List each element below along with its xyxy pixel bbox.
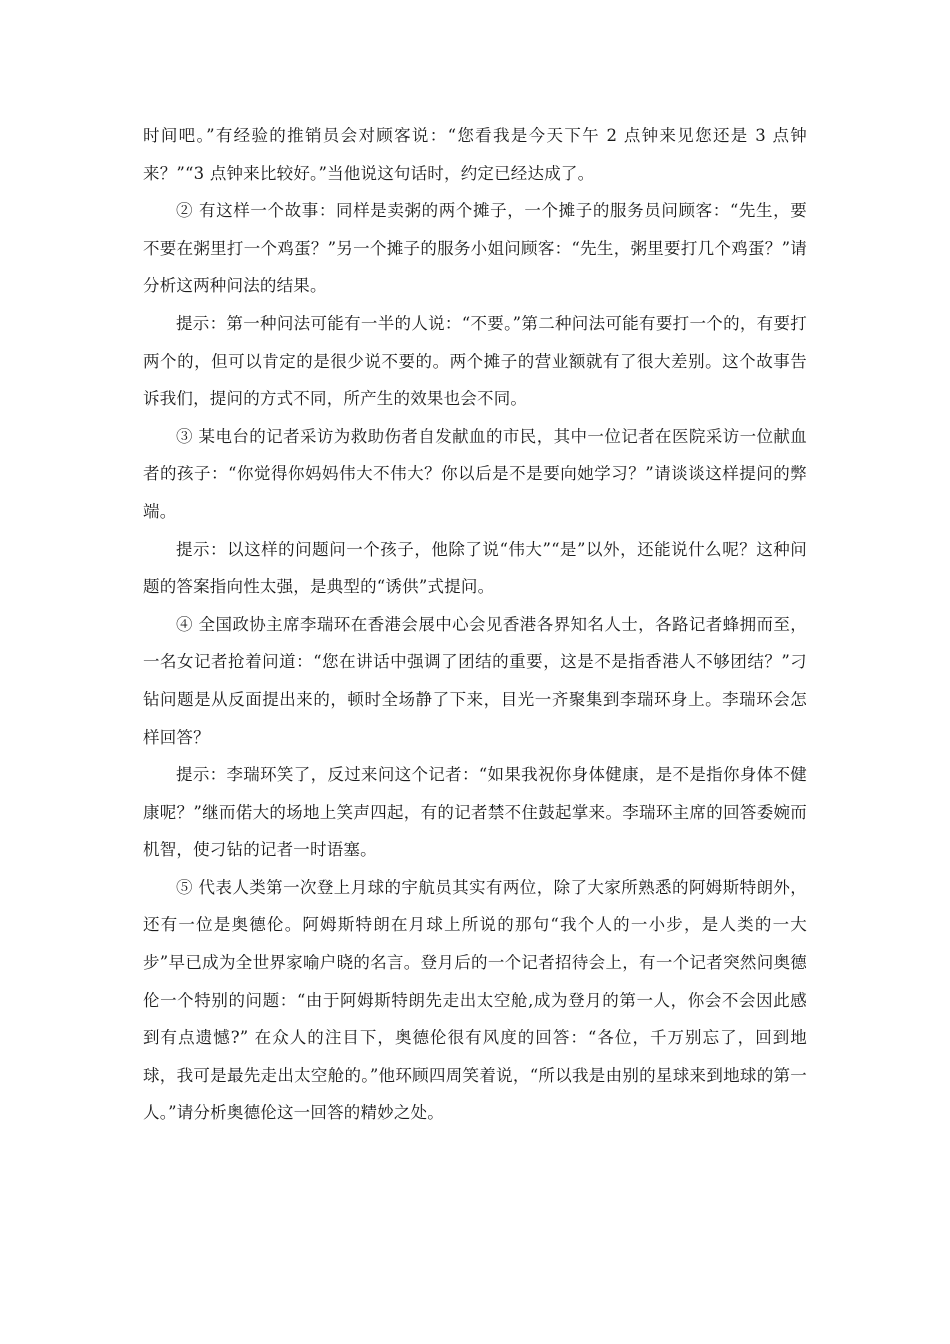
paragraph-question-4: ④ 全国政协主席李瑞环在香港会展中心会见香港各界知名人士，各路记者蜂拥而至，一名女记者抢着问道：“您在讲话中强调了团结的重要，这是不是指香港人不够团结？”刁钻问题是从反面提出来的，顿时全场静了下来，目光一齐聚集到李瑞环身上。李瑞环会怎样回答？: [143, 614, 807, 747]
paragraph-question-2: ② 有这样一个故事：同样是卖粥的两个摊子，一个摊子的服务员问顾客：“先生，要不要在粥里打一个鸡蛋？”另一个摊子的服务小姐问顾客：“先生，粥里要打几个鸡蛋？”请分析这两种问法的结果。: [143, 201, 807, 296]
paragraph-question-5: ⑤ 代表人类第一次登上月球的宇航员其实有两位，除了大家所熟悉的阿姆斯特朗外，还有一位是奥德伦。阿姆斯特朗在月球上所说的那句“我个人的一小步，是人类的一大步”早已成为全世界家喻户晓的名言。登月后的一个记者招待会上，有一个记者突然问奥德伦一个特别的问题：“由于阿姆斯特朗先走出太空舱,成为登月的第一人，你会不会因此感到有点遗憾?” 在众人的注目下，奥德伦很有风度的回答：“各位，千万别忘了，回到地球，我可是最先走出太空舱的。”他环顾四周笑着说，“所以我是由别的星球来到地球的第一人。”请分析奥德伦这一回答的精妙之处。: [143, 877, 807, 1123]
paragraph-hint-3: 提示：以这样的问题问一个孩子，他除了说“伟大”“是”以外，还能说什么呢？这种问题的答案指向性太强，是典型的“诱供”式提问。: [143, 539, 807, 597]
document-body: [143, 117, 807, 1132]
paragraph-hint-2: 提示：第一种问法可能有一半的人说：“不要。”第二种问法可能有要打一个的，有要打两个的，但可以肯定的是很少说不要的。两个摊子的营业额就有了很大差别。这个故事告诉我们，提问的方式不同，所产生的效果也会不同。: [143, 313, 807, 409]
paragraph-question-3: ③ 某电台的记者采访为救助伤者自发献血的市民，其中一位记者在医院采访一位献血者的孩子：“你觉得你妈妈伟大不伟大？你以后是不是要向她学习？”请谈谈这样提问的弊端。: [143, 426, 807, 521]
paragraph-hint-4: 提示：李瑞环笑了，反过来问这个记者：“如果我祝你身体健康，是不是指你身体不健康呢？”继而偌大的场地上笑声四起，有的记者禁不住鼓起掌来。李瑞环主席的回答委婉而机智，使刁钻的记者一时语塞。: [143, 765, 807, 860]
paragraph-continuation: 时间吧。”有经验的推销员会对顾客说：“您看我是今天下午 2 点钟来见您还是 3 点钟来？”“3 点钟来比较好。”当他说这句话时，约定已经达成了。: [143, 126, 807, 183]
